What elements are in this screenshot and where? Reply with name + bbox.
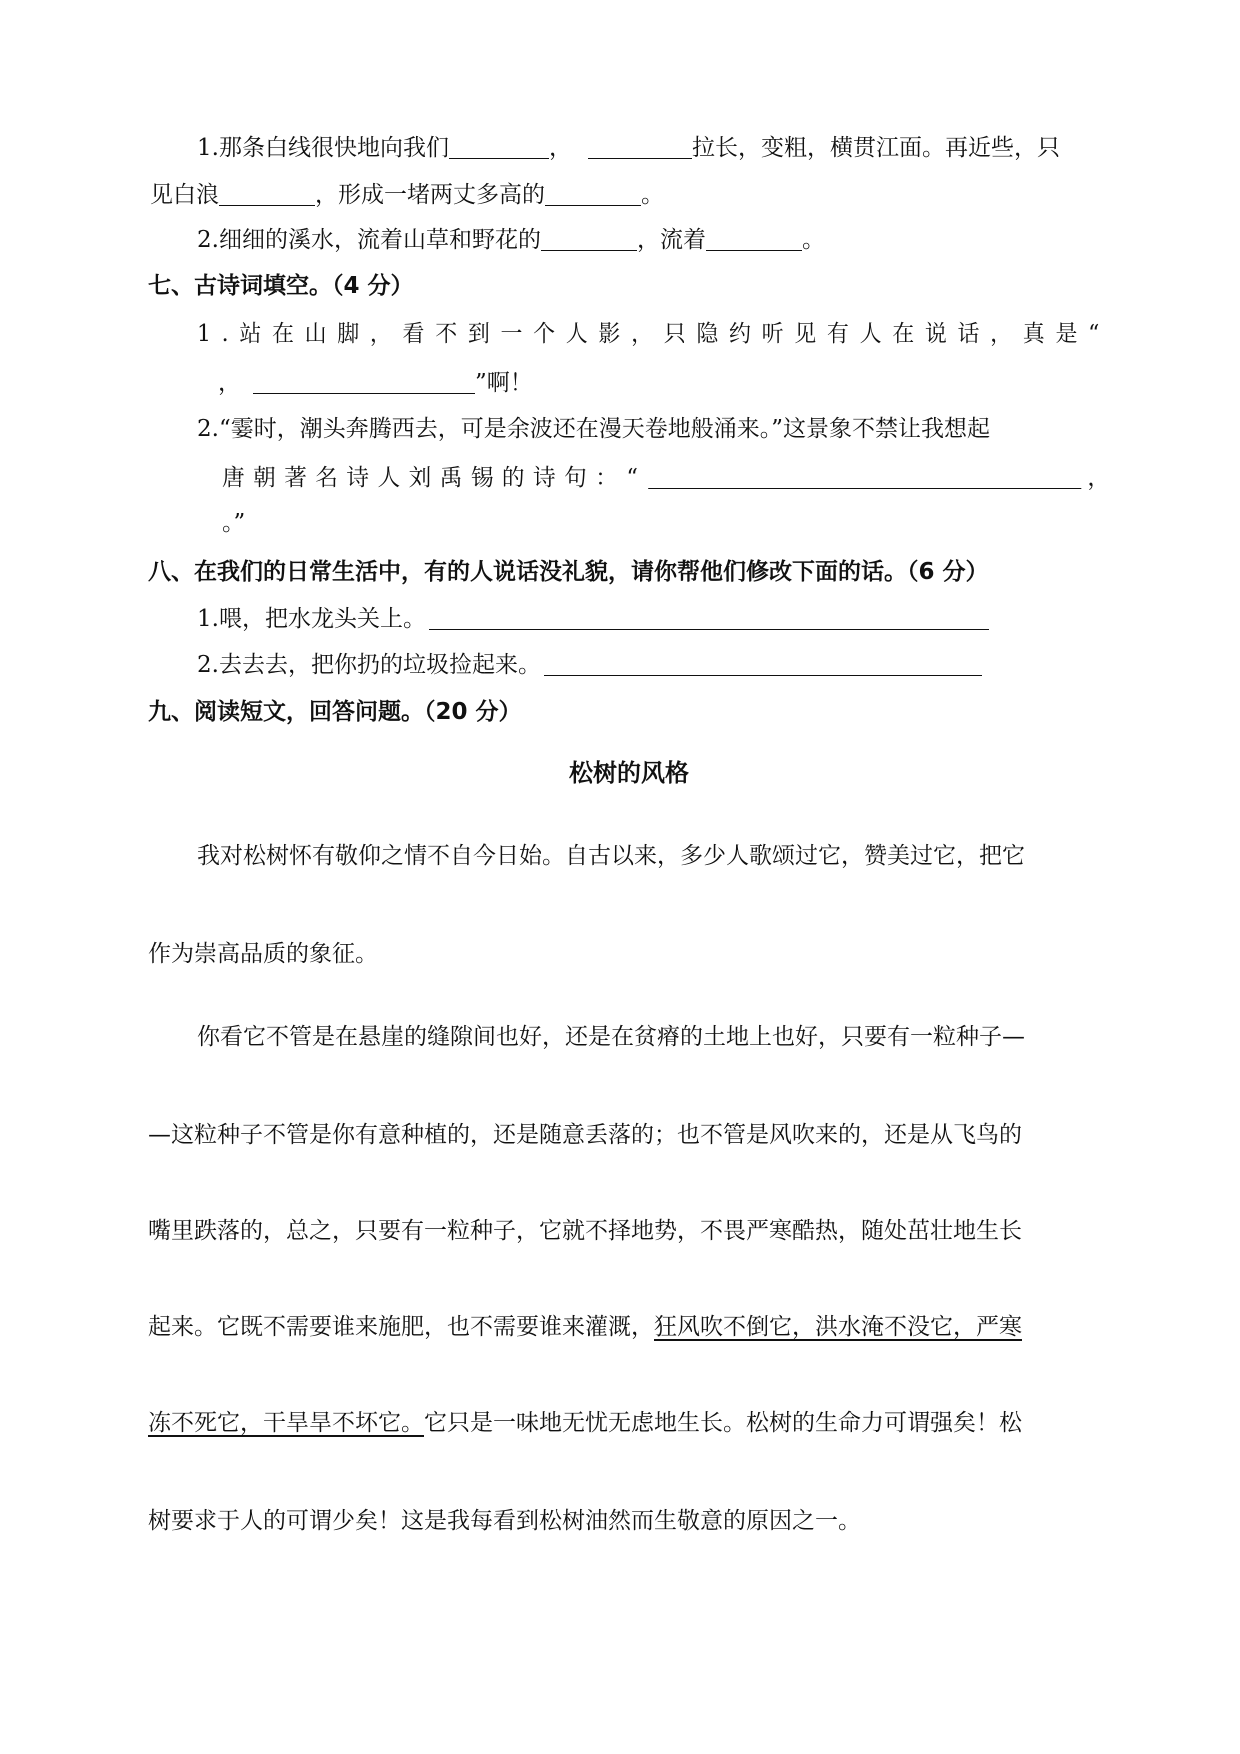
passage-text: 起来。它既不需要谁来施肥，也不需要谁来灌溉， — [148, 1314, 654, 1340]
sec7-q1-text: ”啊！ — [475, 370, 533, 396]
answer-blank[interactable] — [545, 204, 641, 206]
sec7-q2-continuation — [222, 467, 1110, 490]
answer-blank[interactable] — [541, 249, 637, 251]
q6-item-1-text: ， — [548, 135, 572, 161]
section-9-heading: 九、阅读短文，回答问题。（20 分） — [148, 699, 522, 725]
answer-blank[interactable] — [588, 157, 692, 159]
passage-text: 它只是一味地无忧无虑地生长。松树的生命力可谓强矣！松 — [424, 1410, 1022, 1436]
q6-item-1-text: 见白浪 — [150, 182, 219, 208]
sec7-q2-text: ， — [1087, 465, 1111, 491]
underlined-sentence: 冻不死它，干旱旱不坏它。 — [148, 1410, 424, 1436]
answer-blank[interactable] — [219, 204, 315, 206]
q6-item-2-text: ，流着 — [636, 227, 706, 253]
passage-paragraph-2-line-4 — [148, 1316, 1022, 1339]
sec8-q2-text: 2.去去去，把你扔的垃圾捡起来。 — [197, 652, 541, 678]
passage-title: 松树的风格 — [569, 759, 689, 787]
sec7-q1-text: ， — [218, 370, 241, 396]
answer-blank[interactable] — [253, 392, 475, 394]
sec7-q1-line — [197, 323, 1110, 346]
q6-item-1-text: ，形成一堵两丈多高的 — [315, 182, 545, 208]
q6-line-1 — [197, 137, 1060, 160]
section-8-heading: 八、在我们的日常生活中，有的人说话没礼貌，请你帮他们修改下面的话。（6 分） — [148, 559, 989, 585]
q6-line-2 — [150, 184, 664, 207]
answer-blank[interactable] — [706, 249, 802, 251]
q6-item-2-text: 细细的溪水，流着山草和野花的 — [218, 227, 541, 253]
passage-paragraph-1-line-1: 我对松树怀有敬仰之情不自今日始。自古以来，多少人歌颂过它，赞美过它，把它 — [197, 843, 1025, 869]
answer-blank[interactable] — [544, 674, 982, 676]
answer-blank[interactable] — [648, 487, 1081, 489]
sec7-q2-end: 。” — [222, 510, 246, 536]
answer-blank[interactable] — [449, 157, 549, 159]
q6-item-1-text: 那条白线很快地向我们 — [218, 135, 449, 161]
q6-item-2-text: 。 — [801, 227, 825, 253]
passage-paragraph-1-line-2: 作为崇高品质的象征。 — [148, 941, 378, 967]
sec7-q2-number: 2. — [197, 416, 219, 442]
sec7-q2-line — [197, 418, 990, 441]
sec7-q1-text: 站在山脚，看不到一个人影，只隐约听见有人在说话，真是“ — [239, 321, 1111, 347]
q6-item-2-number: 2. — [197, 227, 219, 253]
q6-item-1-text: 。 — [641, 182, 664, 208]
sec7-q2-text: 唐朝著名诗人刘禹锡的诗句：“ — [222, 465, 647, 491]
sec7-q1-continuation — [218, 372, 533, 395]
passage-paragraph-2-line-6: 树要求于人的可谓少矣！这是我每看到松树油然而生敬意的原因之一。 — [148, 1508, 861, 1534]
underlined-sentence: 狂风吹不倒它，洪水淹不没它，严寒 — [654, 1314, 1022, 1340]
sec8-q1-text: 1.喂，把水龙头关上。 — [197, 606, 426, 632]
passage-paragraph-2-line-3: 嘴里跌落的，总之，只要有一粒种子，它就不择地势，不畏严寒酷热，随处茁壮地生长 — [148, 1218, 1022, 1244]
q6-line-3 — [197, 229, 825, 252]
passage-paragraph-2-line-1: 你看它不管是在悬崖的缝隙间也好，还是在贫瘠的土地上也好，只要有一粒种子— — [197, 1024, 1025, 1050]
passage-paragraph-2-line-5 — [148, 1412, 1022, 1435]
q6-item-1-text: 拉长，变粗，横贯江面。再近些，只 — [691, 135, 1060, 161]
sec8-q1-line — [197, 608, 989, 631]
sec7-q1-number: 1. — [197, 321, 240, 347]
section-7-heading: 七、古诗词填空。（4 分） — [148, 273, 414, 299]
answer-blank[interactable] — [429, 628, 989, 630]
passage-paragraph-2-line-2: —这粒种子不管是你有意种植的，还是随意丢落的；也不管是风吹来的，还是从飞鸟的 — [148, 1122, 1022, 1148]
sec7-q2-text: “霎时，潮头奔腾西去，可是余波还在漫天卷地般涌来。”这景象不禁让我想起 — [218, 416, 990, 442]
q6-item-1-number: 1. — [197, 135, 219, 161]
sec8-q2-line — [197, 654, 982, 677]
